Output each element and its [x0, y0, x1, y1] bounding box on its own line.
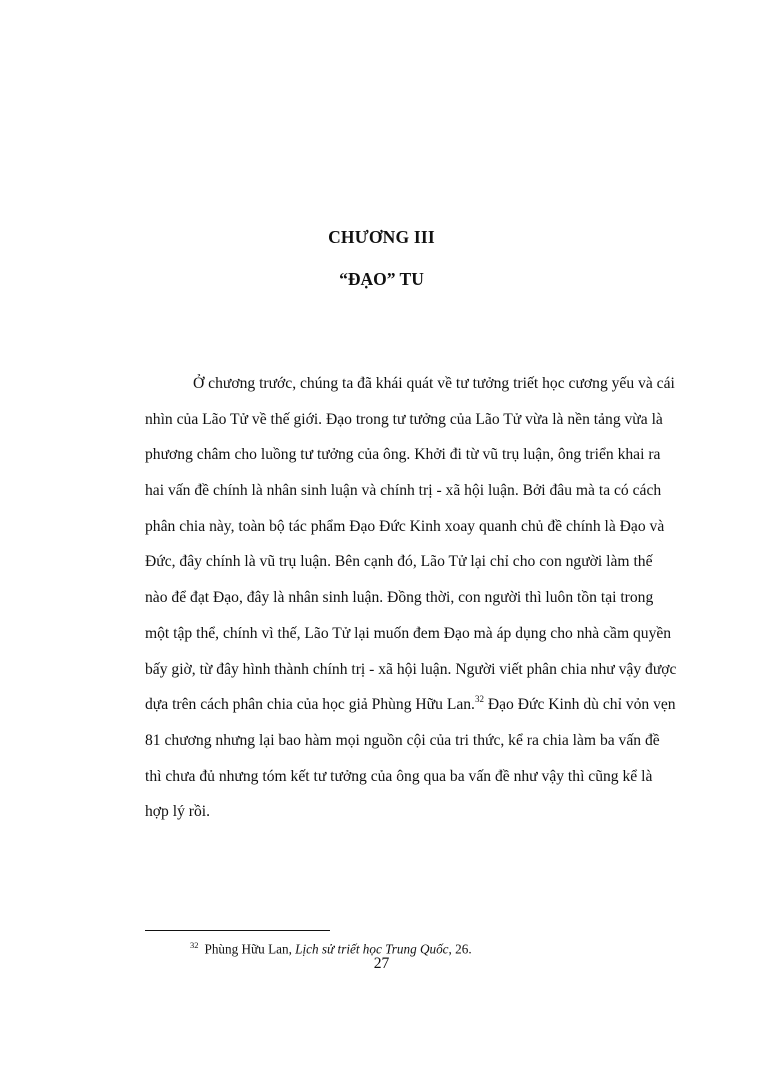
footnote-work-title: Lịch sử triết học Trung Quốc — [295, 941, 449, 957]
footnote-pages: , 26. — [448, 941, 472, 957]
footnote-reference[interactable]: 32 — [474, 694, 484, 704]
paragraph-line — [145, 687, 675, 723]
paragraph-line: bấy giờ, từ đây hình thành chính trị - xã hội luận. Người viết phân chia như vậy được — [145, 660, 677, 678]
footnote-number: 32 — [190, 940, 199, 950]
chapter-subtitle: “ĐẠO” TU — [339, 269, 424, 289]
paragraph-line: thì chưa đủ nhưng tóm kết tư tưởng của ông qua ba vấn đề như vậy thì cũng kể là — [145, 767, 653, 785]
paragraph-line: nhìn của Lão Tử về thế giới. Đạo trong tư tưởng của Lão Tử vừa là nền tảng vừa là — [145, 410, 663, 428]
paragraph-line: Đức, đây chính là vũ trụ luận. Bên cạnh đó, Lão Tử lại chỉ cho con người làm thế — [145, 553, 653, 571]
paragraph-line: hợp lý rồi. — [145, 803, 210, 821]
paragraph-line: 81 chương nhưng lại bao hàm mọi nguồn cội của tri thức, kể ra chia làm ba vấn đề — [145, 731, 660, 749]
paragraph-text: dựa trên cách phân chia của học giả Phùng Hữu Lan. — [145, 696, 475, 714]
paragraph-line: phương châm cho luồng tư tưởng của ông. Khởi đi từ vũ trụ luận, ông triển khai ra — [145, 446, 661, 464]
paragraph-line: một tập thể, chính vì thế, Lão Tử lại muốn đem Đạo mà áp dụng cho nhà cầm quyền — [145, 624, 672, 642]
paragraph-text: Đạo Đức Kinh dù chỉ vỏn vẹn — [483, 696, 676, 714]
chapter-title: CHƯƠNG III — [328, 227, 435, 247]
paragraph-line: phân chia này, toàn bộ tác phẩm Đạo Đức Kinh xoay quanh chủ đề chính là Đạo và — [145, 517, 665, 535]
paragraph-line: nào để đạt Đạo, đây là nhân sinh luận. Đồng thời, con người thì luôn tồn tại trong — [145, 589, 654, 607]
paragraph-line: hai vấn đề chính là nhân sinh luận và chính trị - xã hội luận. Bởi đâu mà ta có cách — [145, 482, 662, 500]
paragraph-line: Ở chương trước, chúng ta đã khái quát về tư tưởng triết học cương yếu và cái — [193, 375, 675, 392]
body-paragraph — [145, 366, 675, 830]
footnote-separator — [145, 930, 330, 931]
page-number: 27 — [373, 955, 390, 972]
footnote-author: Phùng Hữu Lan, — [204, 941, 296, 957]
